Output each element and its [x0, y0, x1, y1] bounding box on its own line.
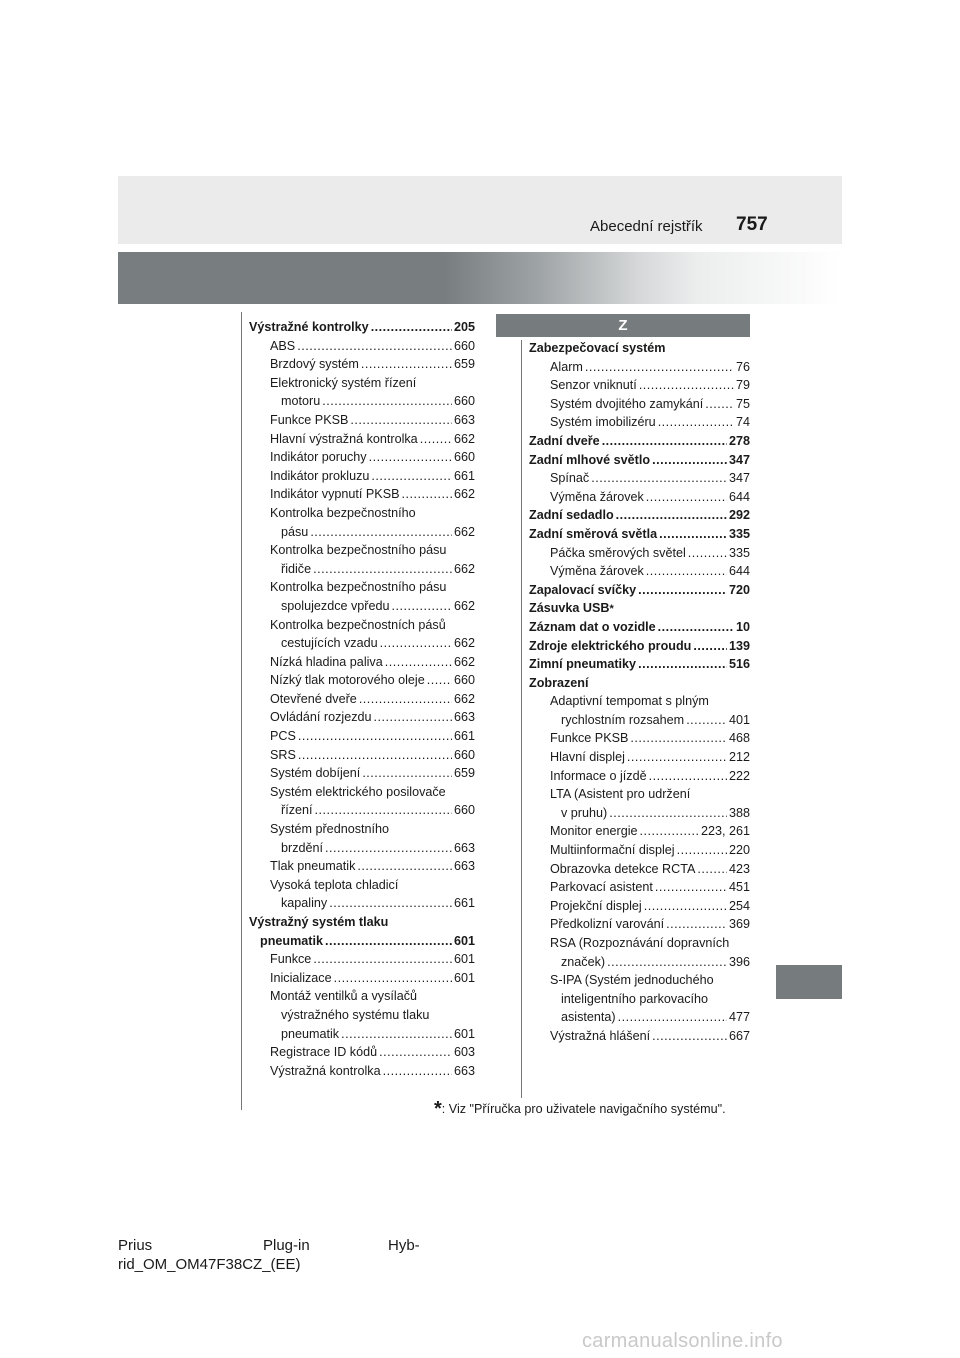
index-entry-page: 75 [735, 396, 750, 411]
index-entry-page: 205 [453, 320, 475, 334]
index-entry [249, 764, 475, 783]
index-entry-page: 74 [735, 415, 750, 430]
dot-leader [325, 839, 452, 858]
index-entry-page: 212 [728, 750, 750, 765]
index-entry-label: Hlavní displej [550, 750, 625, 765]
index-entry-label: Zimní pneumatiky [529, 657, 637, 672]
index-entry-label: Kontrolka bezpečnostního pásu [270, 543, 447, 558]
dot-leader [427, 671, 452, 690]
index-entry-label: pneumatik [260, 933, 323, 948]
decorative-gradient-band [118, 252, 842, 304]
footnote [434, 1098, 726, 1121]
document-id [118, 1236, 438, 1274]
dot-leader [659, 525, 727, 544]
index-entry [529, 395, 750, 414]
index-entry-label: Alarm [550, 359, 583, 374]
index-entry-label: Výměna žárovek [550, 489, 644, 504]
dot-leader [322, 392, 452, 411]
index-entry [529, 451, 750, 470]
index-entry-page: 516 [728, 657, 750, 672]
index-entry-label: Výstražné kontrolky [249, 320, 369, 334]
dot-leader [357, 857, 452, 876]
index-entry-label: Montáž ventilků a vysílačů [270, 989, 417, 1004]
index-entry-page: 10 [735, 619, 750, 634]
index-entry [529, 506, 750, 525]
dot-leader [658, 413, 734, 432]
index-entry [249, 448, 475, 467]
index-entry [529, 692, 750, 711]
index-entry-label: Zapalovací svíčky [529, 582, 637, 597]
index-entry [529, 413, 750, 432]
index-entry [249, 894, 475, 913]
index-entry-label: Kontrolka bezpečnostního [270, 505, 416, 520]
index-entry-page: 662 [453, 431, 475, 446]
index-entry-label: Funkce [270, 952, 312, 967]
index-entry-page: 451 [728, 880, 750, 895]
dot-leader [609, 804, 727, 823]
index-entry-label: Multiinformační displej [550, 843, 675, 858]
index-entry: Zásuvka USB * [529, 599, 750, 618]
dot-leader [392, 597, 452, 616]
dot-leader [325, 932, 452, 951]
index-entry [249, 950, 475, 969]
index-entry-page: 663 [453, 710, 475, 725]
dot-leader [329, 894, 452, 913]
watermark[interactable]: carmanualsonline.info [582, 1330, 783, 1352]
index-entry [249, 337, 475, 356]
index-entry-page: 601 [453, 952, 475, 967]
doc-id-part: Hyb- [388, 1237, 420, 1254]
index-entry [249, 839, 475, 858]
dot-leader [371, 467, 452, 486]
index-entry [529, 915, 750, 934]
index-entry [529, 822, 750, 841]
index-entry [249, 355, 475, 374]
index-entry [249, 1025, 475, 1044]
index-entry [529, 1027, 750, 1046]
index-entry [529, 655, 750, 674]
dot-leader [693, 637, 727, 656]
index-entry-label: Tlak pneumatik [270, 859, 356, 874]
index-entry-label: brzdění [281, 840, 324, 855]
index-entry [529, 990, 750, 1009]
dot-leader [361, 355, 452, 374]
index-entry-label: LTA (Asistent pro udržení [550, 787, 691, 802]
index-entry-label: pneumatik [281, 1026, 340, 1041]
section-letter-heading: Z [496, 314, 750, 337]
index-entry-label: Zadní sedadlo [529, 508, 614, 523]
dot-leader [369, 448, 452, 467]
doc-id-line: rid_OM_OM47F38CZ_(EE) [118, 1256, 301, 1273]
index-entry-page: 663 [453, 1063, 475, 1078]
dot-leader [313, 560, 452, 579]
index-entry-label: Otevřené dveře [270, 691, 357, 706]
index-entry [529, 711, 750, 730]
index-entry-label: Zobrazení [529, 675, 589, 690]
index-entry-page: 601 [453, 1026, 475, 1041]
index-column-right [529, 339, 750, 1046]
index-entry-label: Páčka směrových světel [550, 545, 686, 560]
dot-leader [313, 950, 452, 969]
index-entry-page: 662 [453, 598, 475, 613]
index-entry-label: Indikátor poruchy [270, 450, 367, 465]
dot-leader [402, 485, 452, 504]
page-number: 757 [736, 214, 768, 235]
index-entry-label: Elektronický systém řízení [270, 375, 417, 390]
index-column-left [249, 318, 475, 1080]
index-entry-page: 660 [453, 394, 475, 409]
index-entry [249, 392, 475, 411]
dot-leader [298, 727, 452, 746]
index-entry [529, 785, 750, 804]
index-entry [529, 953, 750, 972]
index-entry-label: Registrace ID kódů [270, 1045, 378, 1060]
dot-leader [359, 690, 452, 709]
index-entry [249, 374, 475, 393]
index-entry-label: Projekční displej [550, 898, 642, 913]
index-entry [249, 783, 475, 802]
index-entry-label: inteligentního parkovacího [561, 991, 709, 1006]
index-entry [249, 616, 475, 635]
index-entry-label: Hlavní výstražná kontrolka [270, 431, 418, 446]
index-entry-label: v pruhu) [561, 805, 608, 820]
index-entry [249, 541, 475, 560]
index-entry [529, 637, 750, 656]
header-bar [118, 176, 842, 244]
index-entry-page: 335 [728, 526, 750, 541]
dot-leader [638, 655, 727, 674]
dot-leader [380, 634, 452, 653]
index-entry-label: Kontrolka bezpečnostního pásu [270, 580, 447, 595]
dot-leader [630, 729, 727, 748]
index-entry-page: 388 [728, 805, 750, 820]
index-entry [249, 708, 475, 727]
index-entry-label: Systém dvojitého zamykání [550, 396, 704, 411]
index-entry-page: 662 [453, 524, 475, 539]
index-entry [529, 729, 750, 748]
index-entry-page: 663 [453, 840, 475, 855]
index-entry-label: cestujících vzadu [281, 636, 378, 651]
index-entry-label: řidiče [281, 561, 312, 576]
index-entry-label: ABS [270, 338, 296, 353]
dot-leader [697, 860, 727, 879]
index-entry-page: 292 [728, 508, 750, 523]
dot-leader [658, 618, 734, 637]
index-entry-label: spolujezdce vpředu [281, 598, 390, 613]
index-entry [249, 690, 475, 709]
index-entry-page: 663 [453, 412, 475, 427]
index-entry [529, 358, 750, 377]
index-thumb-tab [776, 965, 842, 999]
dot-leader [315, 801, 452, 820]
index-entry [529, 674, 750, 693]
index-entry [529, 767, 750, 786]
index-entry-label: Systém přednostního [270, 822, 390, 837]
index-entry [249, 653, 475, 672]
dot-leader [652, 451, 727, 470]
index-entry [529, 562, 750, 581]
dot-leader [640, 822, 699, 841]
index-entry [529, 339, 750, 358]
index-entry-page: 720 [728, 582, 750, 597]
index-entry-label: Systém imobilizéru [550, 415, 656, 430]
index-entry-label: Předkolizní varování [550, 917, 665, 932]
index-entry [249, 876, 475, 895]
index-entry-page: 223, 261 [700, 824, 750, 839]
index-entry-label: Výstražná kontrolka [270, 1063, 381, 1078]
index-entry-label: značek) [561, 954, 606, 969]
index-entry-label: Indikátor vypnutí PKSB [270, 487, 400, 502]
dot-leader [420, 430, 452, 449]
index-entry [249, 523, 475, 542]
dot-leader [627, 748, 727, 767]
index-entry-label: Vysoká teplota chladicí [270, 877, 399, 892]
index-entry [249, 932, 475, 951]
index-entry [249, 801, 475, 820]
index-entry-label: Inicializace [270, 970, 332, 985]
index-entry-page: 401 [728, 712, 750, 727]
index-entry-page: 278 [728, 433, 750, 448]
index-entry-label: Zadní dveře [529, 433, 600, 448]
index-entry-page: 660 [453, 338, 475, 353]
index-entry-label: Výstražný systém tlaku [249, 915, 389, 929]
footnote-text: : Viz "Příručka pro uživatele navigačního systému". [441, 1102, 726, 1116]
dot-leader [638, 581, 727, 600]
index-entry [249, 634, 475, 653]
dot-leader [666, 915, 727, 934]
dot-leader [385, 653, 452, 672]
index-entry [249, 578, 475, 597]
footnote-marker: * [434, 1098, 442, 1120]
index-entry-label: Zadní mlhové světlo [529, 452, 651, 467]
running-header-title: Abecední rejstřík [590, 218, 703, 235]
index-entry-page: 644 [728, 489, 750, 504]
index-entry-page: 663 [453, 859, 475, 874]
index-entry-page: 662 [453, 487, 475, 502]
index-entry [529, 618, 750, 637]
index-entry [529, 971, 750, 990]
index-entry [249, 318, 475, 337]
dot-leader [655, 878, 727, 897]
index-entry [249, 1006, 475, 1025]
index-entry [249, 727, 475, 746]
index-entry [249, 1043, 475, 1062]
index-entry-label: Systém dobíjení [270, 766, 361, 781]
column-rule-left [241, 312, 242, 1110]
index-entry-label: SRS [270, 747, 296, 762]
index-entry-page: 423 [728, 861, 750, 876]
index-entry [249, 671, 475, 690]
index-entry [529, 581, 750, 600]
index-entry-page: 662 [453, 654, 475, 669]
index-entry [529, 878, 750, 897]
index-entry-label: Adaptivní tempomat s plným [550, 694, 709, 709]
index-entry-page: 76 [735, 359, 750, 374]
index-entry-label: výstražného systému tlaku [281, 1007, 430, 1022]
index-entry-label: Zabezpečovací systém [529, 341, 666, 355]
index-entry-label: Nízký tlak motorového oleje [270, 673, 425, 688]
index-entry-label: Kontrolka bezpečnostních pásů [270, 617, 446, 632]
doc-id-part: Prius [118, 1237, 153, 1254]
dot-leader [618, 1008, 727, 1027]
index-entry [529, 748, 750, 767]
index-entry [249, 411, 475, 430]
index-entry [529, 376, 750, 395]
dot-leader [350, 411, 452, 430]
index-entry [249, 913, 475, 932]
index-entry-label: kapaliny [281, 896, 328, 911]
index-entry-page: 661 [453, 896, 475, 911]
index-entry-label: asistenta) [561, 1010, 616, 1025]
index-entry-label: Obrazovka detekce RCTA [550, 861, 696, 876]
dot-leader [310, 523, 452, 542]
index-entry-page: 369 [728, 917, 750, 932]
index-entry-label: Funkce PKSB [270, 412, 349, 427]
dot-leader [383, 1062, 452, 1081]
dot-leader [371, 318, 452, 337]
index-entry-label: Výstražná hlášení [550, 1028, 651, 1043]
index-entry-page: 659 [453, 766, 475, 781]
index-entry [249, 430, 475, 449]
index-entry [249, 1062, 475, 1081]
index-entry [529, 1008, 750, 1027]
dot-leader [705, 395, 734, 414]
index-entry-page: 222 [728, 768, 750, 783]
index-entry [249, 746, 475, 765]
index-entry-label: Indikátor prokluzu [270, 468, 370, 483]
dot-leader [686, 711, 727, 730]
index-entry-page: 603 [453, 1045, 475, 1060]
index-entry [529, 525, 750, 544]
index-entry-page: 667 [728, 1028, 750, 1043]
index-entry [249, 820, 475, 839]
index-entry-label: řízení [281, 803, 313, 818]
index-entry-page: 661 [453, 468, 475, 483]
index-entry-page: 601 [453, 970, 475, 985]
index-entry-page: 468 [728, 731, 750, 746]
index-entry-page: 347 [728, 471, 750, 486]
index-entry-label: Spínač [550, 471, 590, 486]
index-entry-page: 477 [728, 1010, 750, 1025]
dot-leader [585, 358, 734, 377]
index-entry-label: Monitor energie [550, 824, 638, 839]
index-entry-label: Senzor vniknutí [550, 378, 637, 393]
index-entry [249, 560, 475, 579]
dot-leader [688, 544, 727, 563]
index-entry [529, 432, 750, 451]
dot-leader [607, 953, 727, 972]
index-entry [249, 485, 475, 504]
index-entry-label: Zdroje elektrického proudu [529, 638, 692, 653]
index-entry-label: Parkovací asistent [550, 880, 653, 895]
dot-leader [644, 897, 727, 916]
dot-leader [374, 708, 452, 727]
index-entry [529, 897, 750, 916]
index-entry [529, 860, 750, 879]
index-entry-page: 335 [728, 545, 750, 560]
dot-leader [341, 1025, 452, 1044]
index-entry-page: 660 [453, 673, 475, 688]
column-rule-middle [521, 340, 522, 1098]
dot-leader [334, 969, 452, 988]
index-entry [249, 597, 475, 616]
index-entry [249, 987, 475, 1006]
dot-leader [297, 337, 452, 356]
index-entry-page: 601 [453, 933, 475, 948]
index-entry-label: S-IPA (Systém jednoduchého [550, 973, 714, 988]
index-entry [529, 804, 750, 823]
index-entry [529, 841, 750, 860]
dot-leader [677, 841, 727, 860]
dot-leader [616, 506, 727, 525]
dot-leader [298, 746, 452, 765]
index-entry-page: 660 [453, 803, 475, 818]
index-entry-page: 662 [453, 561, 475, 576]
index-entry-page: 79 [735, 378, 750, 393]
index-entry-label: Systém elektrického posilovače [270, 784, 446, 799]
index-entry-label: Zadní směrová světla [529, 526, 658, 541]
index-entry-label: Ovládání rozjezdu [270, 710, 372, 725]
index-entry-page: 139 [728, 638, 750, 653]
index-entry [249, 857, 475, 876]
index-entry-label: Nízká hladina paliva [270, 654, 383, 669]
index-entry-label: rychlostním rozsahem [561, 712, 685, 727]
index-entry-page: 662 [453, 691, 475, 706]
index-entry-page: 660 [453, 747, 475, 762]
index-entry-label: Zásuvka USB [529, 601, 610, 616]
index-entry-page: 220 [728, 843, 750, 858]
index-entry-label: Funkce PKSB [550, 731, 629, 746]
dot-leader [652, 1027, 727, 1046]
index-entry-page: 254 [728, 898, 750, 913]
dot-leader [379, 1043, 452, 1062]
index-entry-label: Výměna žárovek [550, 564, 644, 579]
index-entry-label: Informace o jízdě [550, 768, 647, 783]
index-entry-label: Záznam dat o vozidle [529, 619, 656, 634]
index-entry-page: 659 [453, 357, 475, 372]
index-entry-page: 661 [453, 729, 475, 744]
dot-leader [649, 767, 727, 786]
index-entry-page: 660 [453, 450, 475, 465]
index-entry [529, 544, 750, 563]
dot-leader [639, 376, 734, 395]
index-entry [529, 934, 750, 953]
index-entry [249, 504, 475, 523]
dot-leader [362, 764, 452, 783]
index-entry-label: motoru [281, 394, 321, 409]
index-entry-label: PCS [270, 729, 296, 744]
dot-leader [591, 469, 727, 488]
index-entry-page: 396 [728, 954, 750, 969]
index-entry-page: 662 [453, 636, 475, 651]
dot-leader [602, 432, 727, 451]
dot-leader [646, 562, 727, 581]
index-entry-label: pásu [281, 524, 309, 539]
dot-leader [646, 488, 727, 507]
index-entry [249, 467, 475, 486]
index-entry [529, 488, 750, 507]
index-entry-page: 347 [728, 452, 750, 467]
index-entry [529, 469, 750, 488]
index-entry [249, 969, 475, 988]
index-entry-page: 644 [728, 564, 750, 579]
index-entry-label: RSA (Rozpoznávání dopravních [550, 936, 730, 950]
index-entry-label: Brzdový systém [270, 357, 359, 372]
doc-id-part: Plug-in [263, 1237, 310, 1254]
